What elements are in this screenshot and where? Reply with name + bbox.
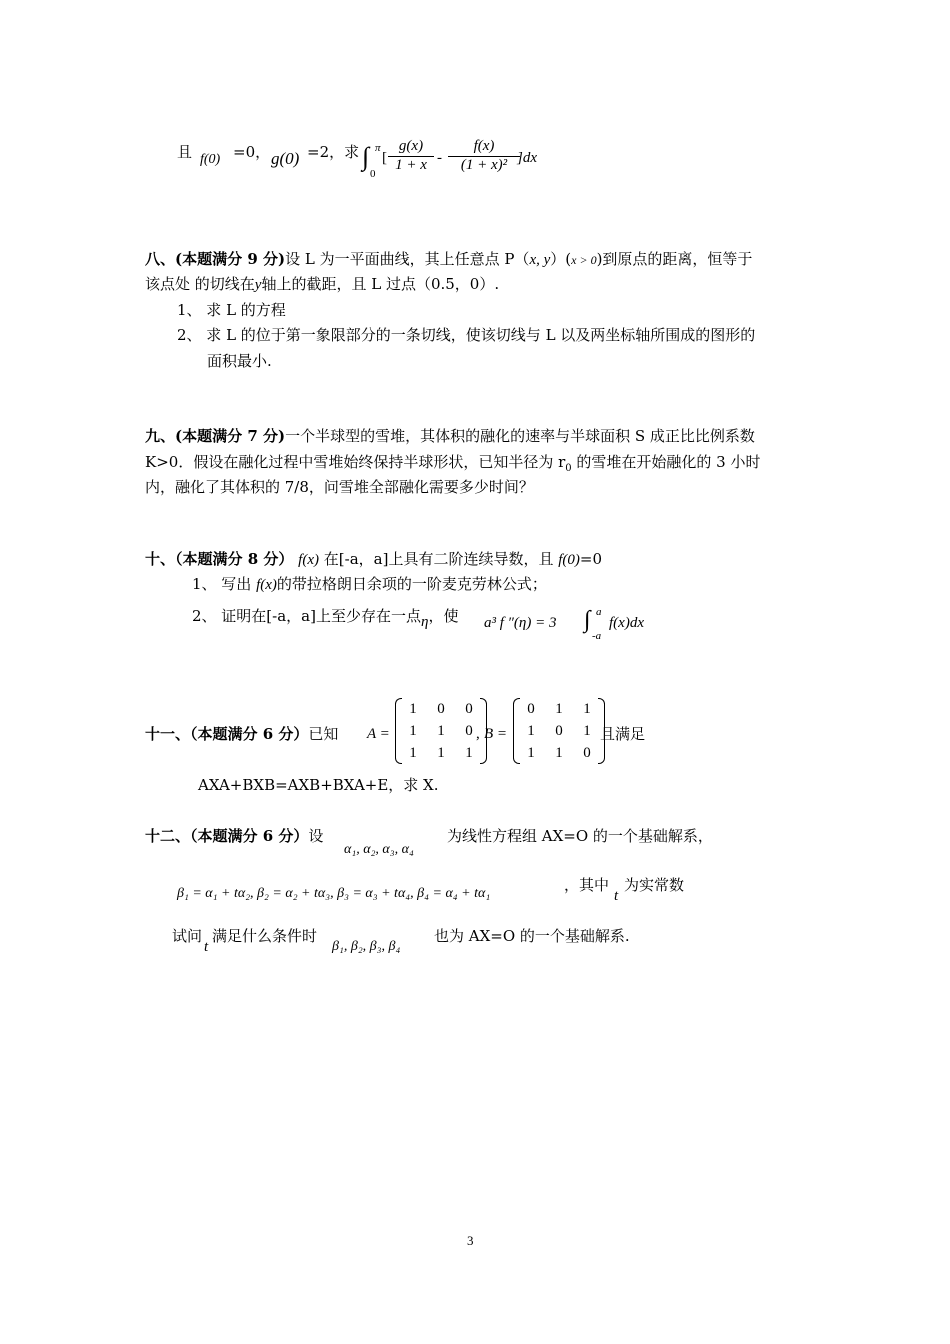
q8-line2 bbox=[145, 272, 499, 297]
p7-g0: g(0) bbox=[271, 149, 300, 168]
q12-title: 十二、（本题满分 6 分） bbox=[145, 827, 309, 845]
matrix-a-left-bracket bbox=[395, 698, 402, 764]
q9-title: 九、(本题满分 7 分) bbox=[145, 427, 286, 445]
matrix-b-cell: 0 bbox=[583, 744, 591, 761]
q8-line1 bbox=[145, 247, 752, 272]
q12-ask-a: 试问 bbox=[172, 927, 203, 945]
q8-item1: 1、 求 L 的方程 bbox=[177, 301, 286, 319]
matrix-b-cell: 1 bbox=[583, 722, 591, 739]
q12-betas: β₁, β₂, β₃, β₄ bbox=[332, 939, 401, 954]
q10-eta: η bbox=[420, 614, 429, 630]
p7-int-upper: π bbox=[375, 142, 381, 154]
q12-let: 设 bbox=[308, 827, 324, 845]
q12-where-a: ，其中 bbox=[564, 876, 610, 894]
p7-fraction-2 bbox=[448, 138, 520, 174]
q12-where-b: 为实常数 bbox=[624, 876, 685, 894]
q10-fx: f(x) bbox=[298, 552, 319, 568]
p7-frac2-num: f(x) bbox=[448, 138, 520, 157]
q10-item2 bbox=[192, 604, 458, 629]
q8-y: y bbox=[254, 277, 262, 293]
integral-sign-icon: ∫ bbox=[362, 142, 370, 171]
p7-f0-val: =0， bbox=[233, 143, 271, 161]
q10-formula-rhs: f(x)dx bbox=[609, 615, 644, 631]
q9-r-sub: 0 bbox=[565, 463, 572, 474]
p7-qie: 且 bbox=[177, 143, 193, 161]
q8-line1-c: )到原点的距离，恒等于 bbox=[596, 250, 753, 268]
matrix-a-cell: 1 bbox=[409, 722, 417, 739]
q11-comma: , bbox=[476, 726, 480, 742]
q8-line1-b: ）( bbox=[550, 250, 572, 268]
q10-integral-icon: ∫ bbox=[584, 607, 591, 633]
q12-ask-b: 满足什么条件时 bbox=[212, 927, 318, 945]
matrix-a-cell: 1 bbox=[409, 700, 417, 717]
q12-alphas: α₁, α₂, α₃, α₄ bbox=[344, 842, 414, 857]
matrix-b-cell: 1 bbox=[583, 700, 591, 717]
q10-line1-b: 在[-a，a]上具有二阶连续导数，且 bbox=[323, 550, 554, 568]
matrix-a bbox=[395, 698, 487, 764]
q10-line1 bbox=[145, 547, 602, 572]
q12-betas-def: β₁ = α₁ + tα₂, β₂ = α₂ + tα₃, β₃ = α₃ + tα₄, β₄ = α₄ + tα₁ bbox=[177, 886, 491, 901]
q9-line2-b: 的雪堆在开始融化的 3 小时 bbox=[571, 453, 761, 471]
q12-line1-b: 为线性方程组 AX=O 的一个基础解系， bbox=[447, 827, 713, 845]
q8-title: 八、(本题满分 9 分) bbox=[145, 250, 286, 268]
q10-int-lower: -a bbox=[592, 630, 602, 642]
q8-cond: x > 0 bbox=[571, 253, 597, 267]
matrix-b-left-bracket bbox=[513, 698, 520, 764]
q10-item2-a: 2、 证明在[-a，a]上至少存在一点 bbox=[192, 607, 421, 625]
matrix-b-cell: 1 bbox=[555, 744, 563, 761]
q10-line1-c: =0 bbox=[579, 550, 603, 568]
q12-line1 bbox=[145, 824, 323, 848]
q10-formula-lhs: a³ f ″(η) = 3 bbox=[484, 615, 557, 631]
q10-int-upper: a bbox=[596, 606, 602, 618]
matrix-b-cell: 0 bbox=[527, 700, 535, 717]
q10-item1-a: 1、 写出 bbox=[192, 575, 252, 593]
p7-g0-val: =2，求 bbox=[307, 143, 360, 161]
q11-b-label: B = bbox=[484, 726, 508, 742]
p7-frac2-den: (1 + x)² bbox=[460, 157, 508, 173]
matrix-b-cell: 1 bbox=[527, 744, 535, 761]
q11-satisfy: 且满足 bbox=[600, 725, 646, 743]
p7-minus: - bbox=[437, 150, 442, 166]
q10-f0: f(0) bbox=[558, 552, 580, 568]
q11-a-label: A = bbox=[367, 726, 390, 742]
matrix-a-cell: 1 bbox=[437, 744, 445, 761]
p7-frac1-den: 1 + x bbox=[395, 157, 427, 173]
q8-item2-a: 2、 求 L 的位于第一象限部分的一条切线，使该切线与 L 以及两坐标轴所围成的图形的 bbox=[177, 326, 756, 344]
q11-equation: AXA+BXB=AXB+BXA+E，求 X. bbox=[198, 776, 439, 794]
q8-line2-a: 该点处 的切线在 bbox=[145, 275, 255, 293]
q11-known: 已知 bbox=[308, 725, 339, 743]
q11-line1 bbox=[145, 722, 338, 746]
matrix-a-cell: 1 bbox=[437, 722, 445, 739]
q11-title: 十一、（本题满分 6 分） bbox=[145, 725, 309, 743]
q12-ask-c: 也为 AX=O 的一个基础解系. bbox=[434, 927, 630, 945]
q9-line1-text: 一个半球型的雪堆，其体积的融化的速率与半球面积 S 成正比比例系数 bbox=[285, 427, 755, 445]
matrix-a-cell: 1 bbox=[409, 744, 417, 761]
matrix-a-cell: 0 bbox=[465, 700, 473, 717]
matrix-a-cell: 0 bbox=[465, 722, 473, 739]
p7-int-lower: 0 bbox=[370, 168, 376, 180]
q12-ask-t: t bbox=[204, 939, 209, 955]
q8-item2-b: 面积最小. bbox=[207, 352, 272, 370]
q12-t: t bbox=[614, 888, 619, 904]
q8-point: x, y bbox=[529, 252, 551, 268]
matrix-b-cell: 0 bbox=[555, 722, 563, 739]
q9-line3: 内，融化了其体积的 7/8，问雪堆全部融化需要多少时间？ bbox=[145, 478, 534, 496]
matrix-b-cell: 1 bbox=[527, 722, 535, 739]
matrix-a-cell: 1 bbox=[465, 744, 473, 761]
q8-line1-a: 设 L 为一平面曲线，其上任意点 P（ bbox=[285, 250, 530, 268]
q9-line2-a: K>0．假设在融化过程中雪堆始终保持半球形状，已知半径为 r bbox=[145, 453, 566, 471]
q10-item1-b: 的带拉格朗日余项的一阶麦克劳林公式； bbox=[276, 575, 547, 593]
p7-open-bracket: [ bbox=[382, 150, 387, 166]
q10-item1-fx: f(x) bbox=[256, 577, 277, 593]
p7-close: ]dx bbox=[517, 150, 537, 166]
matrix-b-cell: 1 bbox=[555, 700, 563, 717]
p7-f0: f(0) bbox=[200, 152, 221, 167]
q9-line1 bbox=[145, 424, 755, 448]
p7-frac1-num: g(x) bbox=[388, 138, 434, 157]
matrix-b bbox=[513, 698, 605, 764]
q10-item1 bbox=[192, 572, 547, 597]
q10-title: 十、（本题满分 8 分） bbox=[145, 550, 294, 568]
p7-fraction-1 bbox=[388, 138, 434, 174]
q8-line2-b: 轴上的截距，且 L 过点（0.5，0）. bbox=[261, 275, 500, 293]
q10-item2-b: ，使 bbox=[428, 607, 459, 625]
matrix-a-cell: 0 bbox=[437, 700, 445, 717]
page-number: 3 bbox=[467, 1233, 474, 1248]
